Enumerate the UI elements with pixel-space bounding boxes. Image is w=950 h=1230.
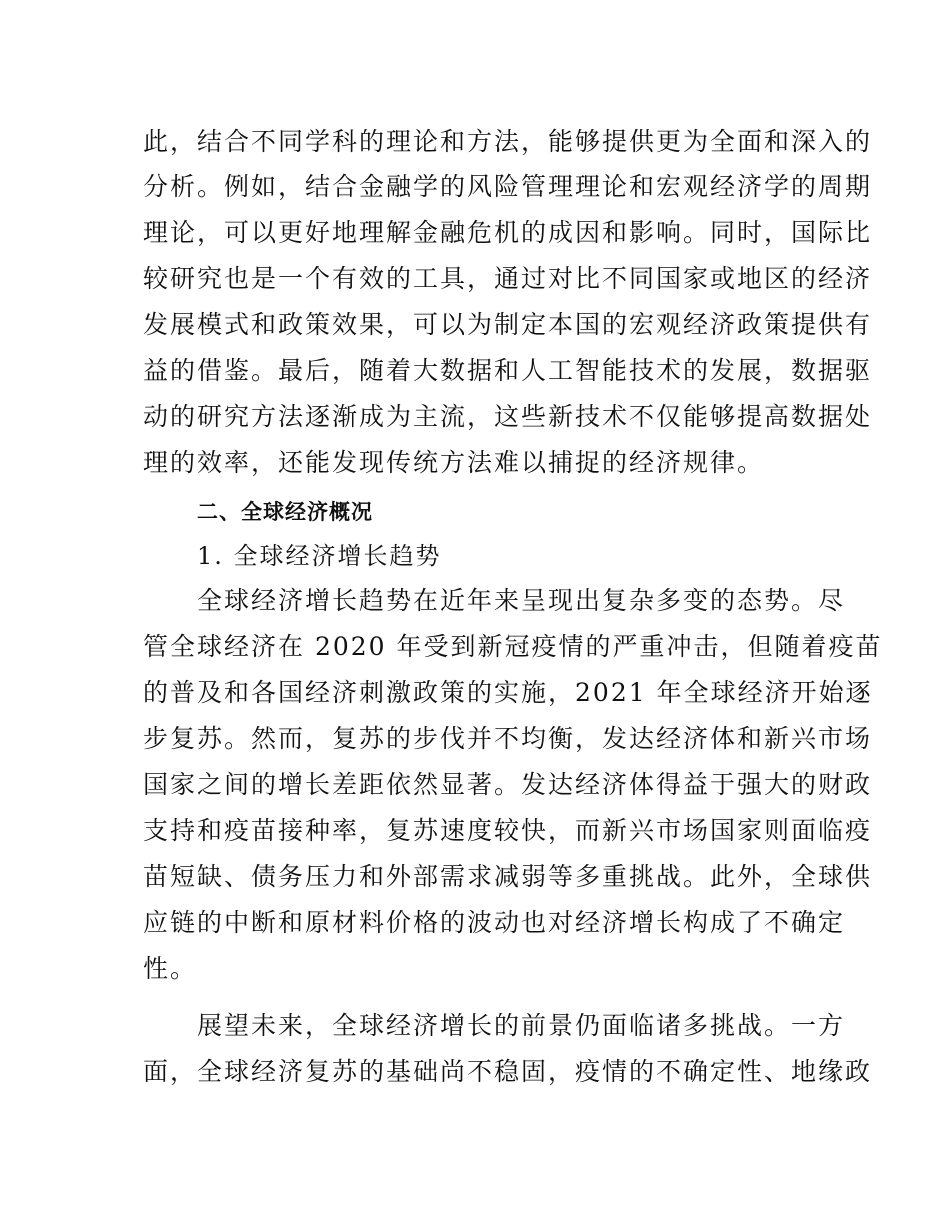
- text-line: 管全球经济在 2020 年受到新冠疫情的严重冲击，但随着疫苗: [143, 632, 883, 661]
- text-line: 国家之间的增长差距依然显著。发达经济体得益于强大的财政: [143, 770, 873, 799]
- section-heading: 二、全球经济概况: [197, 500, 373, 524]
- text-line: 的普及和各国经济刺激政策的实施，2021 年全球经济开始逐: [143, 678, 873, 707]
- text-line: 全球经济增长趋势在近年来呈现出复杂多变的态势。尽: [197, 586, 846, 615]
- text-line: 支持和疫苗接种率，复苏速度较快，而新兴市场国家则面临疫: [143, 816, 873, 845]
- text-line: 理论，可以更好地理解金融危机的成因和影响。同时，国际比: [143, 218, 873, 247]
- text-line: 分析。例如，结合金融学的风险管理理论和宏观经济学的周期: [143, 172, 873, 201]
- text-line: 此，结合不同学科的理论和方法，能够提供更为全面和深入的: [143, 127, 873, 156]
- text-line: 动的研究方法逐渐成为主流，这些新技术不仅能够提高数据处: [143, 402, 873, 431]
- subsection-heading: 1. 全球经济增长趋势: [197, 542, 442, 570]
- text-line: 较研究也是一个有效的工具，通过对比不同国家或地区的经济: [143, 264, 873, 293]
- text-line: 理的效率，还能发现传统方法难以捕捉的经济规律。: [143, 448, 765, 477]
- text-line: 展望未来，全球经济增长的前景仍面临诸多挑战。一方: [197, 1011, 846, 1040]
- text-line: 益的借鉴。最后，随着大数据和人工智能技术的发展，数据驱: [143, 356, 873, 385]
- text-line: 步复苏。然而，复苏的步伐并不均衡，发达经济体和新兴市场: [143, 724, 873, 753]
- text-line: 性。: [143, 954, 198, 983]
- text-line: 应链的中断和原材料价格的波动也对经济增长构成了不确定: [143, 908, 846, 937]
- text-line: 面，全球经济复苏的基础尚不稳固，疫情的不确定性、地缘政: [143, 1057, 873, 1086]
- text-line: 苗短缺、债务压力和外部需求减弱等多重挑战。此外，全球供: [143, 862, 873, 891]
- text-line: 发展模式和政策效果，可以为制定本国的宏观经济政策提供有: [143, 310, 873, 339]
